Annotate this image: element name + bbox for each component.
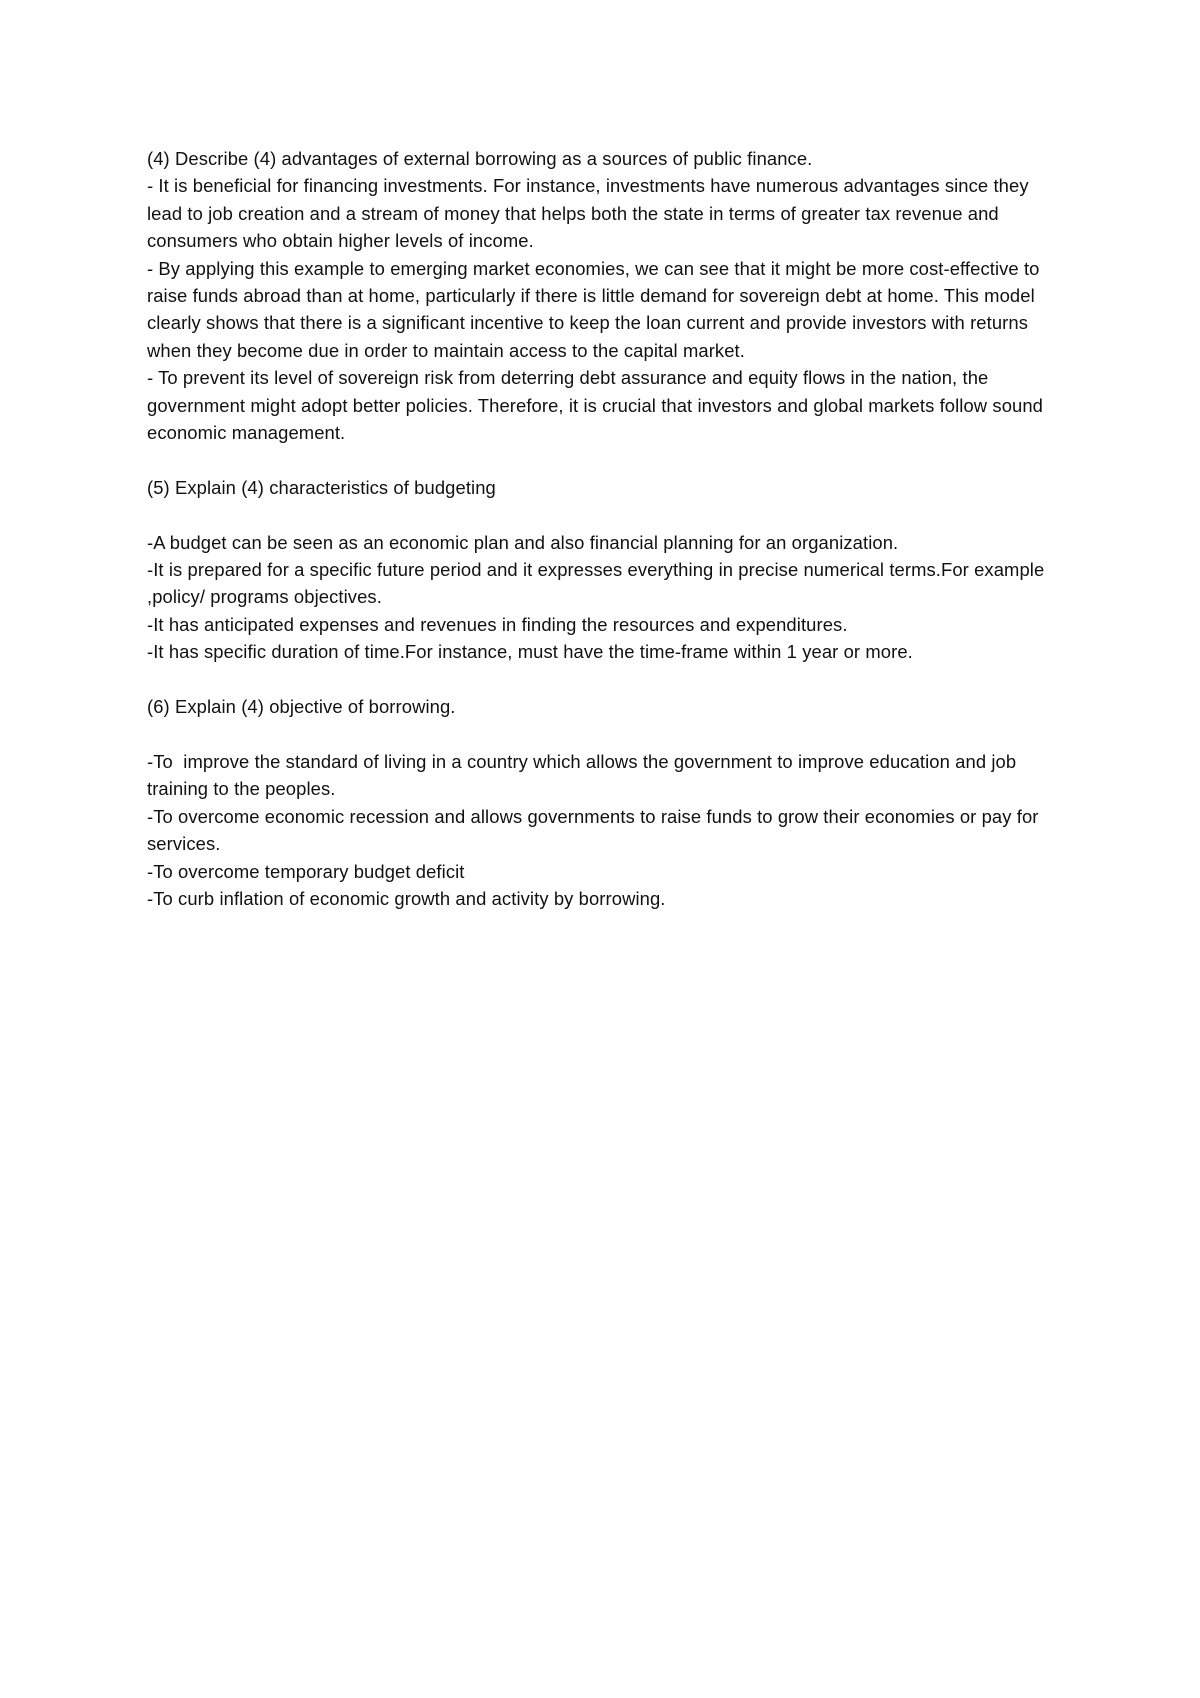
section-4-point-2: - By applying this example to emerging market economies, we can see that it might be more cost-effective to raise funds abroad than at home, particularly if there is little demand for sovereign debt at home. This model clearly shows that there is a significant incentive to keep the loan current and provide investors with returns when they become due in order to maintain access to the capital market. <box>147 257 1045 361</box>
section-4-point-3: - To prevent its level of sovereign risk from deterring debt assurance and equity flows in the nation, the government might adopt better policies. Therefore, it is crucial that investors and global markets follow sound economic management. <box>147 367 1049 444</box>
section-4 <box>147 145 1067 446</box>
section-6-point-3: -To overcome temporary budget deficit <box>147 860 465 882</box>
section-5-point-2: -It is prepared for a specific future period and it expresses everything in precise numerical terms.For example ,policy/ programs objectives. <box>147 559 1050 608</box>
document-page <box>147 145 1067 912</box>
section-5-point-4: -It has specific duration of time.For instance, must have the time-frame within 1 year or more. <box>147 641 913 663</box>
paragraph-gap <box>147 501 1067 528</box>
section-6-point-2: -To overcome economic recession and allows governments to raise funds to grow their economies or pay for services. <box>147 805 1044 855</box>
paragraph-gap <box>147 446 1067 473</box>
section-5-heading: (5) Explain (4) characteristics of budgeting <box>147 476 496 498</box>
section-4-heading: (4) Describe (4) advantages of external borrowing as a sources of public finance. <box>147 148 813 169</box>
section-6-point-4: -To curb inflation of economic growth and activity by borrowing. <box>147 887 666 909</box>
section-6-point-1: -To improve the standard of living in a country which allows the government to improve education and job training to the peoples. <box>147 750 1022 800</box>
section-6-heading: (6) Explain (4) objective of borrowing. <box>147 696 456 718</box>
paragraph-gap <box>147 666 1067 693</box>
section-4-point-1: - It is beneficial for financing investments. For instance, investments have numerous advantages since they lead to job creation and a stream of money that helps both the state in terms of greater tax revenue and consumers who obtain higher levels of income. <box>147 175 1034 252</box>
section-5-point-3: -It has anticipated expenses and revenues in finding the resources and expenditures. <box>147 613 848 635</box>
section-6 <box>147 693 1067 912</box>
section-5-point-1: -A budget can be seen as an economic plan and also financial planning for an organization. <box>147 531 899 553</box>
paragraph-gap <box>147 720 1067 747</box>
section-5 <box>147 474 1067 666</box>
